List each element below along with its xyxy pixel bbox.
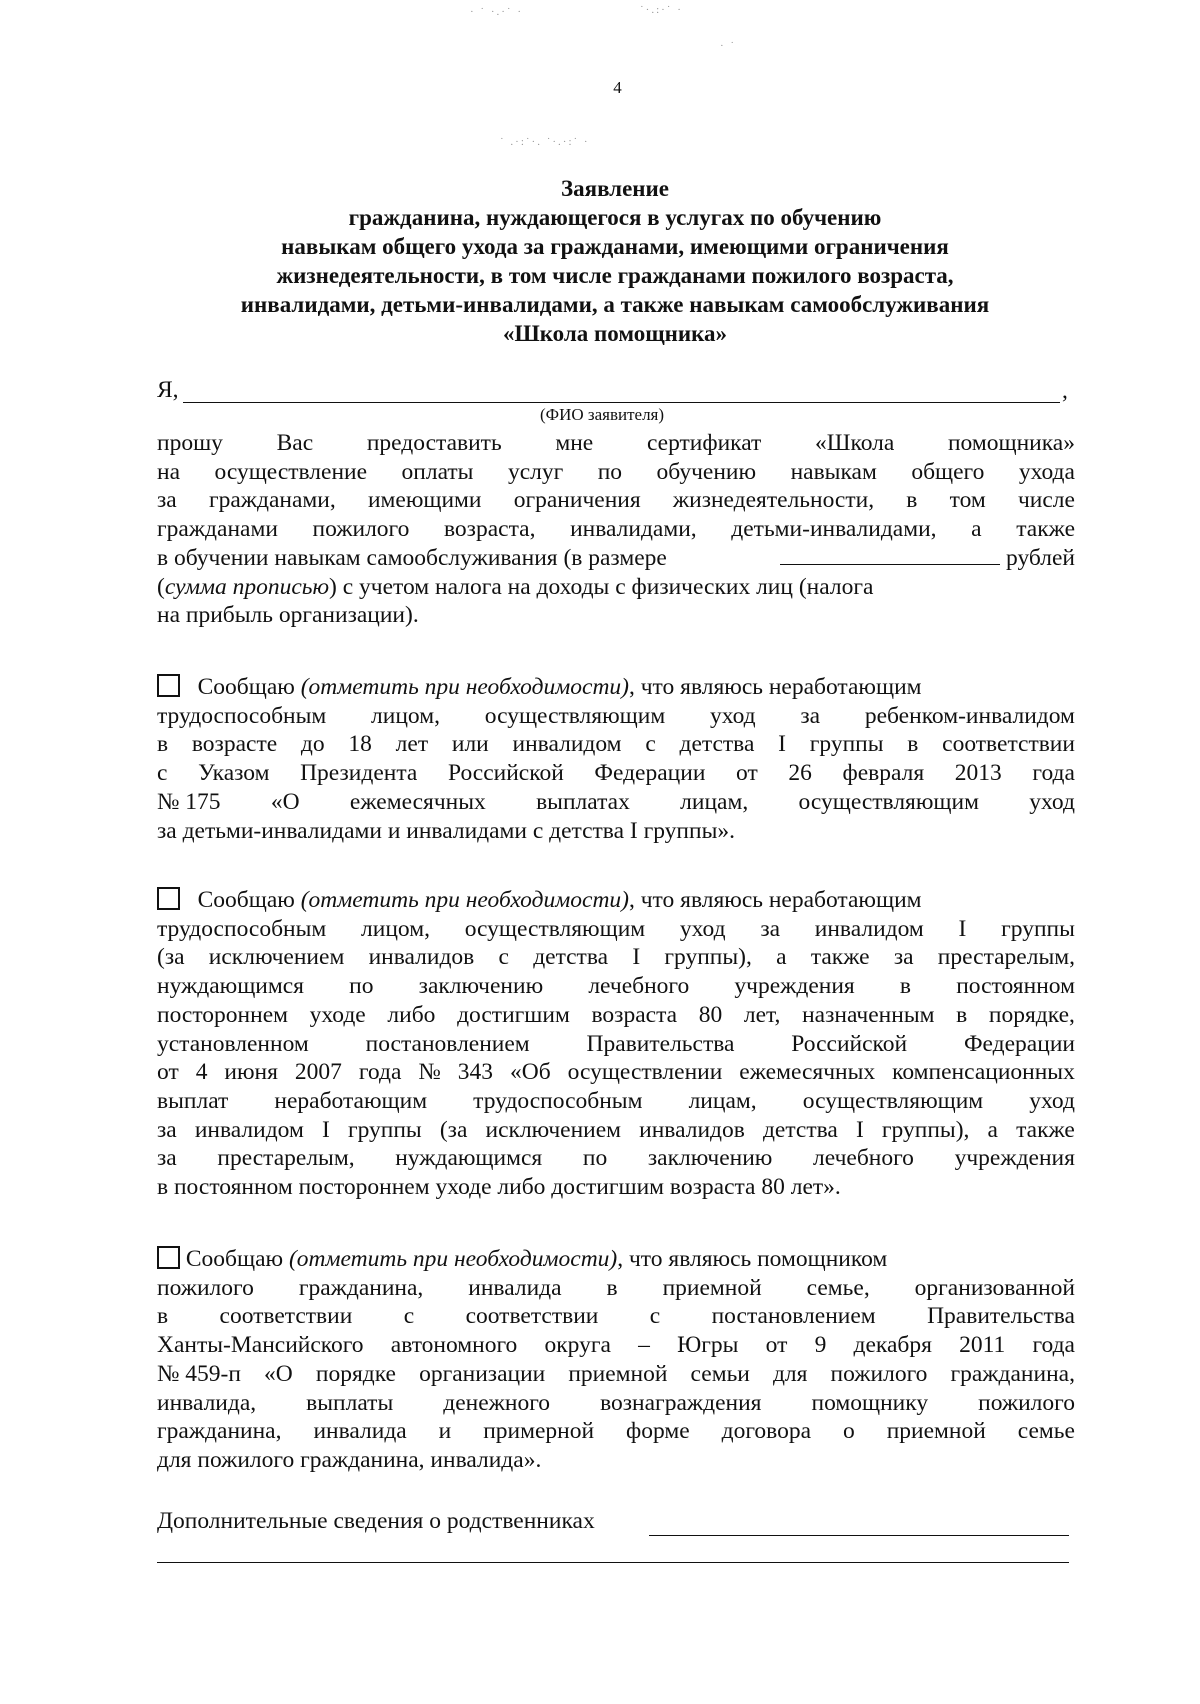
request-line-amount: [157, 544, 1075, 573]
word: возраста,: [444, 516, 536, 543]
checkbox[interactable]: [157, 674, 180, 697]
word: о: [842, 1418, 855, 1445]
word: инвалидов: [368, 944, 475, 971]
section-2: [157, 886, 1075, 1202]
word: уход: [1029, 1087, 1075, 1114]
word: форме: [626, 1418, 690, 1445]
word: оплаты: [401, 458, 474, 485]
word: уход: [709, 702, 756, 729]
title-line: Заявление: [560, 176, 670, 201]
justified-line: [157, 1302, 1075, 1331]
section-first-line: [157, 673, 1075, 702]
word: (за: [439, 1116, 468, 1143]
section-hint: (отметить при необходимости): [300, 674, 629, 700]
word: в: [956, 1001, 968, 1028]
word: осуществление: [214, 458, 368, 485]
word: помощника»: [947, 430, 1075, 456]
word: Федерации: [594, 760, 706, 787]
word: с: [157, 760, 168, 787]
section-3: [157, 1245, 1075, 1475]
word: группы),: [881, 1116, 970, 1143]
justified-line: [157, 759, 1075, 788]
request-text: ) с учетом налога на доходы с физических лиц (налога: [329, 573, 874, 600]
title-line: инвалидами, детьми-инвалидами, а также навыкам самообслуживания: [240, 292, 990, 317]
scan-speckle: · ˙: [720, 40, 737, 52]
word: приемной: [886, 1418, 986, 1445]
title-line: навыкам общего ухода за гражданами, имеющими ограничения: [281, 234, 949, 259]
amount-in-words-hint: сумма прописью: [164, 573, 330, 600]
word: пожилого: [978, 1389, 1075, 1416]
word: «Школа: [815, 430, 895, 456]
word: уходе: [309, 1001, 366, 1028]
word: общего: [911, 458, 985, 485]
word: денежного: [443, 1389, 551, 1416]
word: соответствии: [942, 731, 1075, 758]
word: ребенком-инвалидом: [864, 702, 1075, 729]
word: исключением: [208, 944, 345, 971]
justified-line: [157, 429, 1075, 458]
justified-line: [157, 1030, 1075, 1059]
word: за: [893, 944, 914, 971]
word: семье: [1017, 1418, 1075, 1445]
word: навыкам: [790, 458, 877, 485]
word: постановлением: [711, 1303, 876, 1330]
word: до: [300, 731, 325, 758]
word: Российской: [791, 1030, 908, 1057]
word: ежемесячных: [739, 1059, 876, 1086]
word: гражданина,: [298, 1274, 424, 1301]
word: на: [157, 458, 181, 485]
word: назначенным: [802, 1001, 935, 1028]
word: группы),: [664, 944, 752, 971]
checkbox[interactable]: [157, 1246, 180, 1269]
word: года: [1032, 760, 1075, 787]
justified-line: [157, 458, 1075, 487]
word: в: [906, 487, 918, 514]
word: –: [638, 1332, 650, 1359]
section-text: для пожилого гражданина, инвалида».: [157, 1446, 542, 1473]
word: Федерации: [963, 1030, 1075, 1057]
section-first-line: [157, 886, 1075, 915]
word: №: [418, 1059, 441, 1086]
request-text: на прибыль организации).: [157, 602, 419, 629]
justified-line: [157, 1360, 1075, 1389]
word: для: [772, 1360, 808, 1387]
word: Правительства: [586, 1030, 735, 1057]
word: трудоспособным: [157, 702, 327, 729]
word: ухода: [1018, 458, 1075, 485]
word: детства: [679, 731, 755, 758]
word: услуг: [507, 458, 564, 485]
justified-line: [157, 1331, 1075, 1360]
word: июня: [224, 1059, 278, 1086]
word: лет: [395, 731, 429, 758]
word: престарелым,: [937, 944, 1075, 971]
word: 2013: [954, 760, 1002, 787]
word: инвалидами,: [570, 516, 697, 543]
word: постановлением: [365, 1030, 530, 1057]
word: семье,: [806, 1274, 870, 1301]
amount-field[interactable]: [780, 544, 1000, 565]
section-hint: (отметить при необходимости): [288, 1246, 618, 1272]
justified-line: [157, 1417, 1075, 1446]
word: группы: [809, 731, 884, 758]
word: лечебного: [813, 1145, 914, 1172]
word: вознаграждения: [600, 1389, 762, 1416]
word: прошу: [157, 430, 223, 456]
word: гражданами: [157, 516, 278, 543]
word: 2007: [294, 1059, 342, 1086]
word: Российской: [447, 760, 564, 787]
justified-line: [157, 943, 1075, 972]
additional-label: Дополнительные сведения о родственниках: [157, 1508, 595, 1534]
word: также: [1016, 516, 1075, 543]
word: от: [736, 760, 758, 787]
word: лицам,: [680, 788, 749, 815]
title-line: жизнедеятельности, в том числе гражданами пожилого возраста,: [276, 263, 954, 288]
word: «О: [270, 788, 300, 815]
word: группы: [347, 1116, 422, 1143]
word: I: [321, 1116, 330, 1143]
word: 26: [788, 760, 812, 787]
word: года: [358, 1059, 402, 1086]
word: по: [349, 973, 374, 1000]
section-1: [157, 673, 1075, 845]
word: неработающим: [274, 1087, 428, 1114]
section-first-line: [157, 1245, 1075, 1274]
word: с: [645, 731, 656, 758]
word: детства: [762, 1116, 838, 1143]
currency-label: рублей: [1006, 544, 1075, 571]
word: в: [899, 973, 912, 1000]
word: семьи: [690, 1360, 750, 1387]
word: или: [451, 731, 489, 758]
word: пожилого: [312, 516, 410, 543]
word: а: [776, 944, 787, 971]
word: уход: [679, 915, 726, 942]
word: от: [157, 1059, 179, 1086]
section-text: за детьми-инвалидами и инвалидами с детства I группы».: [157, 817, 735, 844]
word: выплатах: [536, 788, 630, 815]
word: ограничения: [513, 487, 641, 514]
section-word: Сообщаю: [185, 1246, 284, 1272]
word: гражданами,: [208, 487, 336, 514]
request-text: в обучении навыкам самообслуживания (в размере: [157, 544, 667, 571]
word: округа: [544, 1332, 611, 1359]
checkbox[interactable]: [157, 887, 180, 910]
word: года: [1032, 1332, 1075, 1359]
word: группы: [1001, 915, 1075, 942]
word: с: [649, 1303, 661, 1330]
word: осуществляющим: [484, 702, 666, 729]
word: в: [606, 1274, 618, 1301]
document-title: [155, 174, 1075, 348]
word: также: [810, 944, 870, 971]
word: также: [1016, 1116, 1075, 1143]
word: осуществляющим: [798, 788, 979, 815]
word: достигшим: [457, 1001, 570, 1028]
word: с: [403, 1303, 415, 1330]
word: примерной: [483, 1418, 595, 1445]
word: в: [157, 1303, 169, 1330]
word: Правительства: [927, 1303, 1075, 1330]
word: учреждения: [954, 1145, 1075, 1172]
word: исключением: [485, 1116, 622, 1143]
word: лицом,: [371, 702, 440, 729]
word: февраля: [842, 760, 925, 787]
applicant-prefix: Я,: [157, 377, 179, 403]
word: Президента: [300, 760, 418, 787]
word: детьми-инвалидами,: [731, 516, 937, 543]
word: а: [987, 1116, 998, 1143]
word: осуществляющим: [464, 915, 646, 942]
justified-line: [157, 1389, 1075, 1418]
word: приемной: [568, 1360, 668, 1387]
word: постороннем: [157, 1001, 289, 1028]
justified-line: [157, 915, 1075, 944]
word: учреждения: [734, 973, 855, 1000]
word: Ханты-Мансийского: [157, 1332, 364, 1359]
word: инвалидом: [512, 731, 622, 758]
word: ежемесячных: [349, 788, 486, 815]
word: 18: [348, 731, 372, 758]
section-text: , что являюсь неработающим: [628, 674, 922, 700]
word: Указом: [198, 760, 270, 787]
word: компенсационных: [892, 1059, 1075, 1086]
word: инвалида,: [157, 1389, 257, 1416]
title-line: «Школа помощника»: [502, 321, 728, 346]
word: жизнедеятельности,: [672, 487, 875, 514]
section-text: , что являюсь помощником: [617, 1246, 888, 1272]
justified-line: [157, 972, 1075, 1001]
request-paragraph: [157, 429, 1075, 630]
word: № 459-п: [157, 1360, 241, 1387]
word: за: [157, 1116, 177, 1143]
justified-line: [157, 1274, 1075, 1303]
word: установленном: [157, 1030, 309, 1057]
word: за: [800, 702, 821, 729]
scan-speckle: ˙·.:·˙ ·: [640, 4, 683, 16]
word: по: [597, 458, 623, 485]
justified-line: [157, 702, 1075, 731]
word: 2011: [959, 1332, 1006, 1359]
word: № 175: [157, 788, 221, 815]
word: том: [949, 487, 986, 514]
word: инвалидом: [194, 1116, 304, 1143]
word: помощнику: [811, 1389, 929, 1416]
justified-line: [157, 486, 1075, 515]
word: (за: [157, 944, 185, 971]
word: I: [632, 944, 641, 971]
word: имеющими: [367, 487, 482, 514]
section-text: , что являюсь неработающим: [628, 887, 922, 913]
word: детства: [533, 944, 609, 971]
word: и: [438, 1418, 452, 1445]
word: организованной: [914, 1274, 1075, 1301]
word: лицом,: [361, 915, 430, 942]
word: декабря: [853, 1332, 932, 1359]
justified-line: [157, 730, 1075, 759]
word: Вас: [276, 430, 314, 456]
justified-line: [157, 1087, 1075, 1116]
word: автономного: [390, 1332, 518, 1359]
word: заключению: [418, 973, 544, 1000]
scan-speckle: · ˙ ·.·˙ ·: [470, 6, 523, 18]
word: выплат: [157, 1087, 229, 1114]
word: Югры: [677, 1332, 739, 1359]
word: числе: [1017, 487, 1075, 514]
scan-speckle: ˙ .·:˙·. ˙·.·:˙ ·: [500, 136, 590, 148]
applicant-name-field[interactable]: [183, 376, 1060, 403]
justified-line: [157, 1058, 1075, 1087]
word: инвалидов: [639, 1116, 745, 1143]
word: по: [582, 1145, 608, 1172]
word: «О: [264, 1360, 293, 1387]
word: I: [778, 731, 786, 758]
word: трудоспособным: [473, 1087, 643, 1114]
justified-line: [157, 1144, 1075, 1173]
word: возраста: [591, 1001, 678, 1028]
word: 80: [698, 1001, 723, 1028]
title-line: гражданина, нуждающегося в услугах по обучению: [348, 205, 882, 230]
word: гражданина,: [157, 1418, 282, 1445]
word: договора: [721, 1418, 812, 1445]
word: уход: [1029, 788, 1075, 815]
word: выплаты: [306, 1389, 394, 1416]
word: за: [760, 915, 781, 942]
word: лечебного: [588, 973, 690, 1000]
justified-line: [157, 788, 1075, 817]
word: инвалидом: [814, 915, 924, 942]
applicant-suffix: ,: [1062, 378, 1068, 404]
word: лет,: [743, 1001, 781, 1028]
additional-info-field[interactable]: [649, 1508, 1069, 1536]
justified-line: [157, 515, 1075, 544]
word: «Об: [509, 1059, 551, 1086]
word: I: [958, 915, 967, 942]
word: осуществляющим: [802, 1087, 984, 1114]
word: престарелым,: [217, 1145, 355, 1172]
word: пожилого: [157, 1274, 254, 1301]
word: 343: [457, 1059, 493, 1086]
request-line-italic: (сумма прописью) с учетом налога на доходы с физических лиц (налога: [157, 573, 874, 600]
word: пожилого: [830, 1360, 928, 1387]
word: постоянном: [956, 973, 1075, 1000]
word: а: [971, 516, 982, 543]
word: соответствии: [219, 1303, 353, 1330]
section-word: Сообщаю: [197, 674, 295, 700]
word: в: [157, 731, 169, 758]
word: предоставить: [366, 430, 502, 456]
additional-info-field-2[interactable]: [157, 1542, 1069, 1563]
word: за: [157, 487, 177, 514]
word: возрасте: [191, 731, 278, 758]
word: лицам,: [688, 1087, 757, 1114]
word: порядке,: [988, 1001, 1075, 1028]
justified-line: [157, 1001, 1075, 1030]
section-hint: (отметить при необходимости): [300, 887, 629, 913]
word: сертификат: [646, 430, 762, 456]
word: заключению: [647, 1145, 773, 1172]
word: нуждающимся: [157, 973, 304, 1000]
word: приемной: [662, 1274, 762, 1301]
word: инвалида: [468, 1274, 562, 1301]
page-number: 4: [613, 78, 622, 97]
word: соответствии: [465, 1303, 599, 1330]
section-word: Сообщаю: [197, 887, 295, 913]
word: осуществлении: [567, 1059, 723, 1086]
word: за: [157, 1145, 177, 1172]
word: 9: [814, 1332, 827, 1359]
justified-line: [157, 1116, 1075, 1145]
applicant-caption: (ФИО заявителя): [540, 405, 665, 424]
word: гражданина,: [950, 1360, 1075, 1387]
section-text: в постоянном постороннем уходе либо достигшим возраста 80 лет».: [157, 1174, 841, 1201]
word: трудоспособным: [157, 915, 327, 942]
word: мне: [555, 430, 594, 456]
word: I: [855, 1116, 864, 1143]
word: от: [765, 1332, 788, 1359]
word: порядке: [315, 1360, 396, 1387]
word: обучению: [656, 458, 757, 485]
word: с: [498, 944, 509, 971]
word: либо: [387, 1001, 436, 1028]
word: 4: [195, 1059, 208, 1086]
word: нуждающимся: [395, 1145, 543, 1172]
word: инвалида: [313, 1418, 407, 1445]
word: организации: [419, 1360, 546, 1387]
word: в: [907, 731, 919, 758]
